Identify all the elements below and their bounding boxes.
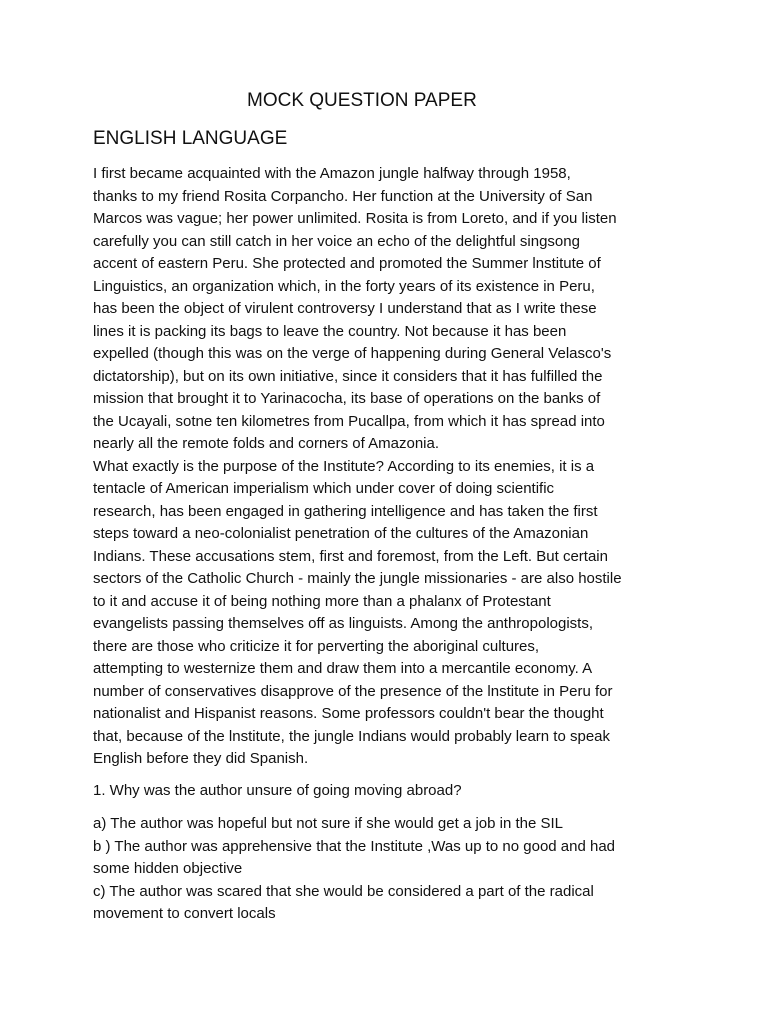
passage-line: nearly all the remote folds and corners of Amazonia. — [93, 435, 440, 452]
passage-line: I first became acquainted with the Amazon jungle halfway through 1958, — [93, 165, 571, 182]
option-c: c) The author was scared that she would be considered a part of the radical — [93, 882, 594, 900]
option-b: b ) The author was apprehensive that the Institute ,Was up to no good and had — [93, 837, 616, 855]
passage-line: there are those who criticize it for perverting the aboriginal cultures, — [93, 637, 540, 655]
option-b-continued: some hidden objective — [93, 860, 243, 877]
passage-line: has been the object of virulent controversy I understand that as I write these — [93, 300, 597, 317]
passage-line: dictatorship), but on its own initiative, since it considers that it has fulfilled the — [93, 367, 603, 385]
passage-line: mission that brought it to Yarinacocha, its base of operations on the banks of — [93, 390, 601, 407]
passage-line: Linguistics, an organization which, in the forty years of its existence in Peru, — [93, 277, 595, 295]
passage-line: nationalist and Hispanist reasons. Some professors couldn't bear the thought — [93, 705, 604, 722]
passage-line: attempting to westernize them and draw them into a mercantile economy. A — [93, 660, 593, 677]
passage-line: expelled (though this was on the verge of happening during General Velasco's — [93, 345, 612, 362]
passage-line: sectors of the Catholic Church - mainly the jungle missionaries - are also hostile — [93, 570, 622, 587]
answer-options — [93, 813, 693, 926]
passage-line: Indians. These accusations stem, first and foremost, from the Left. But certain — [93, 547, 608, 565]
passage-line: steps toward a neo-colonialist penetration of the cultures of the Amazonian — [93, 525, 589, 542]
option-c-continued: movement to convert locals — [93, 905, 276, 922]
passage-line: to it and accuse it of being nothing more than a phalanx of Protestant — [93, 592, 551, 610]
passage-line: carefully you can still catch in her voice an echo of the delightful singsong — [93, 232, 580, 250]
passage-line: What exactly is the purpose of the Institute? According to its enemies, it is a — [93, 457, 595, 475]
passage-line: lines it is packing its bags to leave the country. Not because it has been — [93, 322, 567, 340]
passage-line: tentacle of American imperialism which under cover of doing scientific — [93, 480, 555, 497]
passage-line: evangelists passing themselves off as linguists. Among the anthropologists, — [93, 615, 594, 632]
passage-line: research, has been engaged in gathering intelligence and has taken the first — [93, 502, 598, 520]
passage-line: that, because of the lnstitute, the jungle Indians would probably learn to speak — [93, 727, 611, 745]
option-a: a) The author was hopeful but not sure if she would get a job in the SIL — [93, 815, 564, 832]
passage-line: accent of eastern Peru. She protected and promoted the Summer lnstitute of — [93, 255, 601, 272]
reading-passage — [93, 163, 693, 771]
passage-line: thanks to my friend Rosita Corpancho. Her function at the University of San — [93, 187, 593, 205]
subject-heading: ENGLISH LANGUAGE — [93, 128, 288, 149]
passage-line: English before they did Spanish. — [93, 750, 309, 767]
passage-line: the Ucayali, sotne ten kilometres from Pucallpa, from which it has spread into — [93, 412, 605, 430]
question-1: 1. Why was the author unsure of going moving abroad? — [93, 782, 462, 799]
passage-line: Marcos was vague; her power unlimited. Rosita is from Loreto, and if you listen — [93, 210, 617, 227]
page-title: MOCK QUESTION PAPER — [247, 90, 477, 111]
passage-line: number of conservatives disapprove of the presence of the lnstitute in Peru for — [93, 682, 613, 700]
